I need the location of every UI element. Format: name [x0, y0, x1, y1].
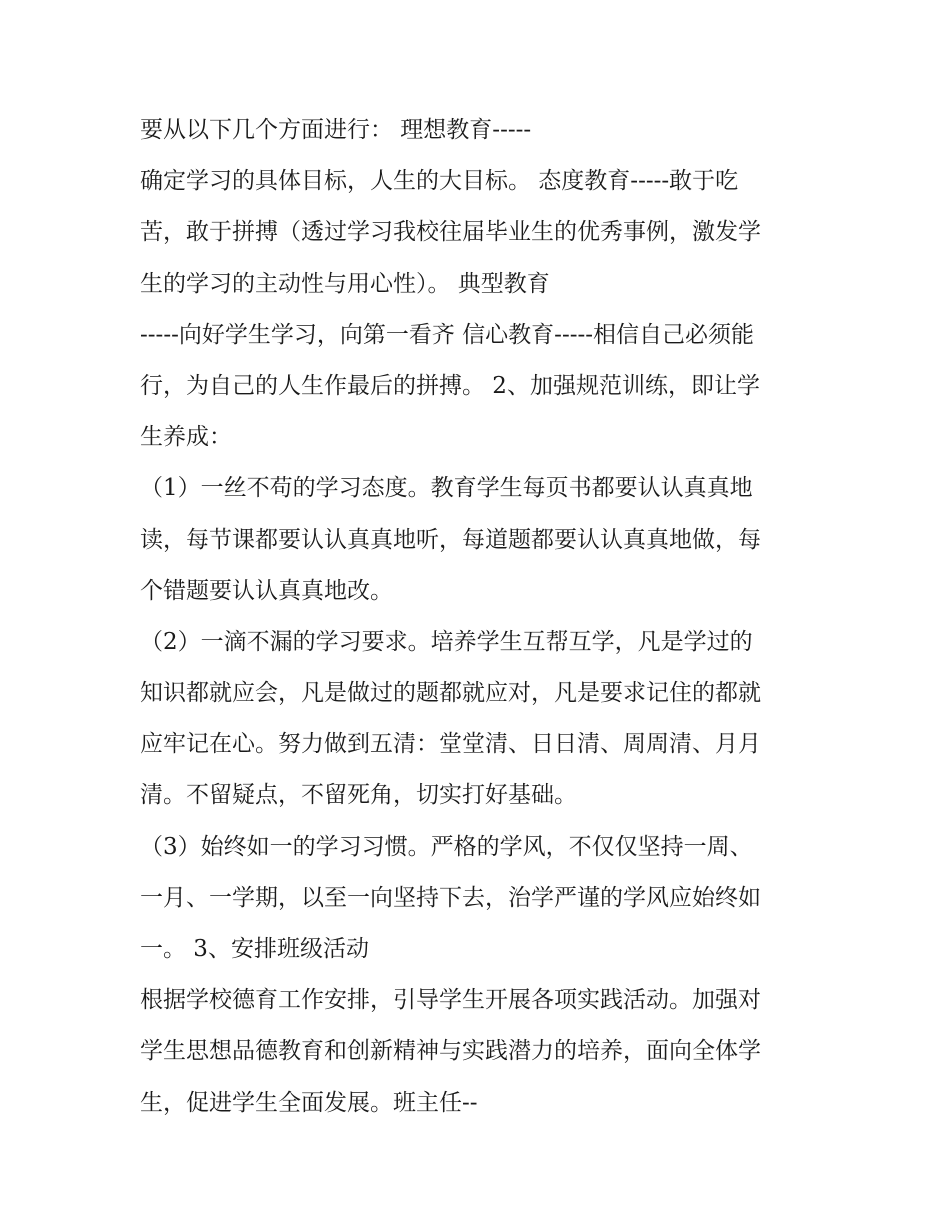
text-line: 生养成： [140, 424, 232, 451]
text-line: 学生思想品德教育和创新精神与实践潜力的培养，面向全体学 [140, 1038, 761, 1065]
text-line: （2）一滴不漏的学习要求。培养学生互帮互学，凡是学过的 [140, 628, 753, 655]
text-line: 个错题要认认真真地改。 [140, 577, 393, 604]
text-line: 苦，敢于拼搏（透过学习我校往届毕业生的优秀事例，激发学 [140, 219, 761, 246]
text-line: 应牢记在心。努力做到五清：堂堂清、日日清、周周清、月月 [140, 731, 761, 758]
text-line: 清。不留疑点，不留死角，切实打好基础。 [140, 782, 577, 809]
text-line: 生的学习的主动性与用心性）。 典型教育 [140, 270, 550, 297]
text-line: （3）始终如一的学习习惯。严格的学风，不仅仅坚持一周、 [140, 833, 753, 860]
text-line: 行，为自己的人生作最后的拼搏。 2、加强规范训练，即让学 [140, 372, 760, 399]
text-line: 一月、一学期，以至一向坚持下去，治学严谨的学风应始终如 [140, 884, 761, 911]
text-line: -----向好学生学习，向第一看齐 信心教育-----相信自己必须能 [140, 321, 755, 348]
text-line: （1）一丝不苟的学习态度。教育学生每页书都要认认真真地 [140, 475, 753, 502]
text-line: 确定学习的具体目标，人生的大目标。 态度教育-----敢于吃 [140, 168, 739, 195]
text-line: 读，每节课都要认认真真地听，每道题都要认认真真地做，每 [140, 526, 761, 553]
text-line: 一。 3、安排班级活动 [140, 936, 369, 962]
text-line: 要从以下几个方面进行： 理想教育----- [140, 117, 532, 143]
body-text [140, 110, 820, 1134]
text-line: 生，促进学生全面发展。班主任-- [140, 1089, 478, 1116]
text-line: 根据学校德育工作安排，引导学生开展各项实践活动。加强对 [140, 987, 761, 1014]
text-line: 知识都就应会，凡是做过的题都就应对，凡是要求记住的都就 [140, 680, 761, 707]
